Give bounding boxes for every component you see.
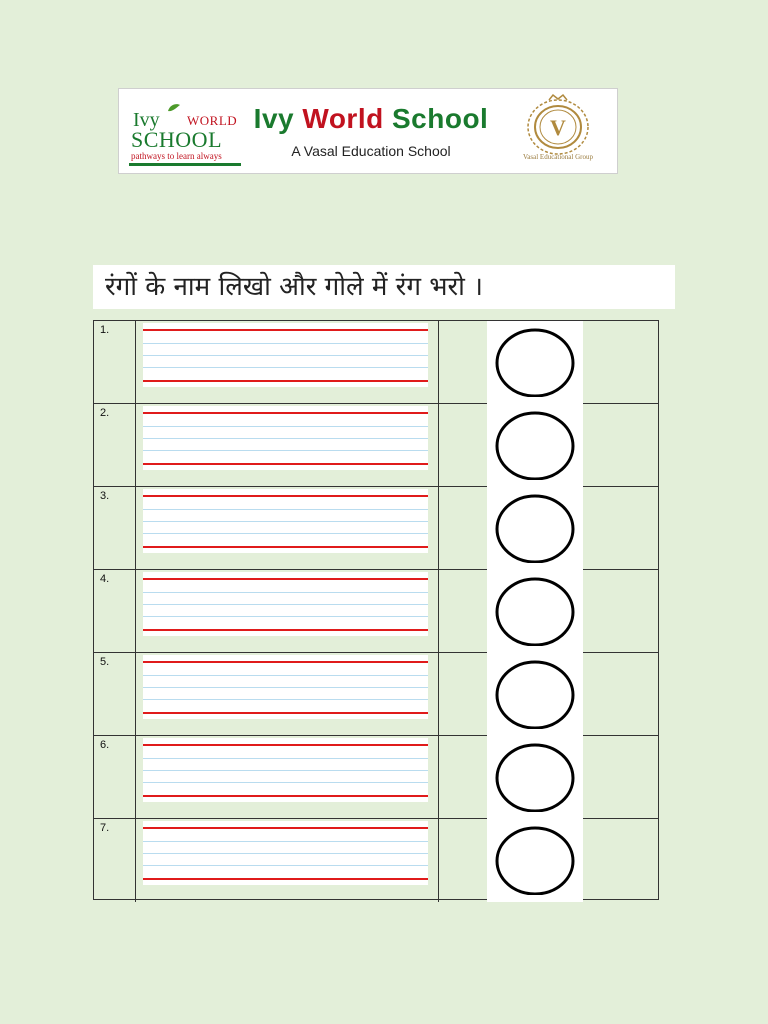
row-number: 1. <box>100 324 110 336</box>
column-divider <box>135 487 136 569</box>
color-circle[interactable] <box>487 404 583 487</box>
instruction-heading: रंगों के नाम लिखो और गोले में रंग भरो । <box>93 265 675 309</box>
title-ivy: Ivy <box>253 103 295 134</box>
writing-lines[interactable] <box>143 323 428 387</box>
row-number: 4. <box>100 573 110 585</box>
row-number: 7. <box>100 822 110 834</box>
seal-letter: V <box>550 115 566 140</box>
color-circle[interactable] <box>487 321 583 404</box>
table-row <box>94 570 658 653</box>
color-circle[interactable] <box>487 653 583 736</box>
school-title <box>243 103 499 135</box>
color-circle[interactable] <box>487 487 583 570</box>
column-divider <box>438 570 439 652</box>
color-circle[interactable] <box>487 819 583 902</box>
row-number: 6. <box>100 739 110 751</box>
writing-lines[interactable] <box>143 489 428 553</box>
column-divider <box>438 653 439 735</box>
logo-world-text: WORLD <box>187 113 238 128</box>
column-divider <box>438 404 439 486</box>
logo-school-text: SCHOOL <box>131 127 223 152</box>
worksheet-table <box>93 320 659 900</box>
school-subtitle: A Vasal Education School <box>291 143 451 159</box>
table-row <box>94 819 658 902</box>
color-circle[interactable] <box>487 570 583 653</box>
column-divider <box>135 653 136 735</box>
leaf-icon <box>167 103 181 113</box>
column-divider <box>135 736 136 818</box>
color-circle[interactable] <box>487 736 583 819</box>
writing-lines[interactable] <box>143 738 428 802</box>
column-divider <box>135 321 136 403</box>
row-number: 5. <box>100 656 110 668</box>
column-divider <box>135 570 136 652</box>
table-row <box>94 487 658 570</box>
row-number: 3. <box>100 490 110 502</box>
writing-lines[interactable] <box>143 655 428 719</box>
table-row <box>94 736 658 819</box>
table-row <box>94 321 658 404</box>
column-divider <box>135 404 136 486</box>
title-school: School <box>391 103 489 134</box>
logo-ivy-text: Ivy <box>133 109 160 131</box>
column-divider <box>438 736 439 818</box>
title-world: World <box>302 103 384 134</box>
table-row <box>94 404 658 487</box>
column-divider <box>438 487 439 569</box>
school-header-banner <box>118 88 618 174</box>
logo-tagline: pathways to learn always <box>131 151 222 161</box>
column-divider <box>438 819 439 902</box>
writing-lines[interactable] <box>143 406 428 470</box>
writing-lines[interactable] <box>143 821 428 885</box>
seal-caption: Vasal Educational Group <box>523 153 593 161</box>
column-divider <box>438 321 439 403</box>
column-divider <box>135 819 136 902</box>
ivy-school-logo <box>129 97 241 167</box>
logo-underline <box>129 163 241 166</box>
row-number: 2. <box>100 407 110 419</box>
writing-lines[interactable] <box>143 572 428 636</box>
table-row <box>94 653 658 736</box>
